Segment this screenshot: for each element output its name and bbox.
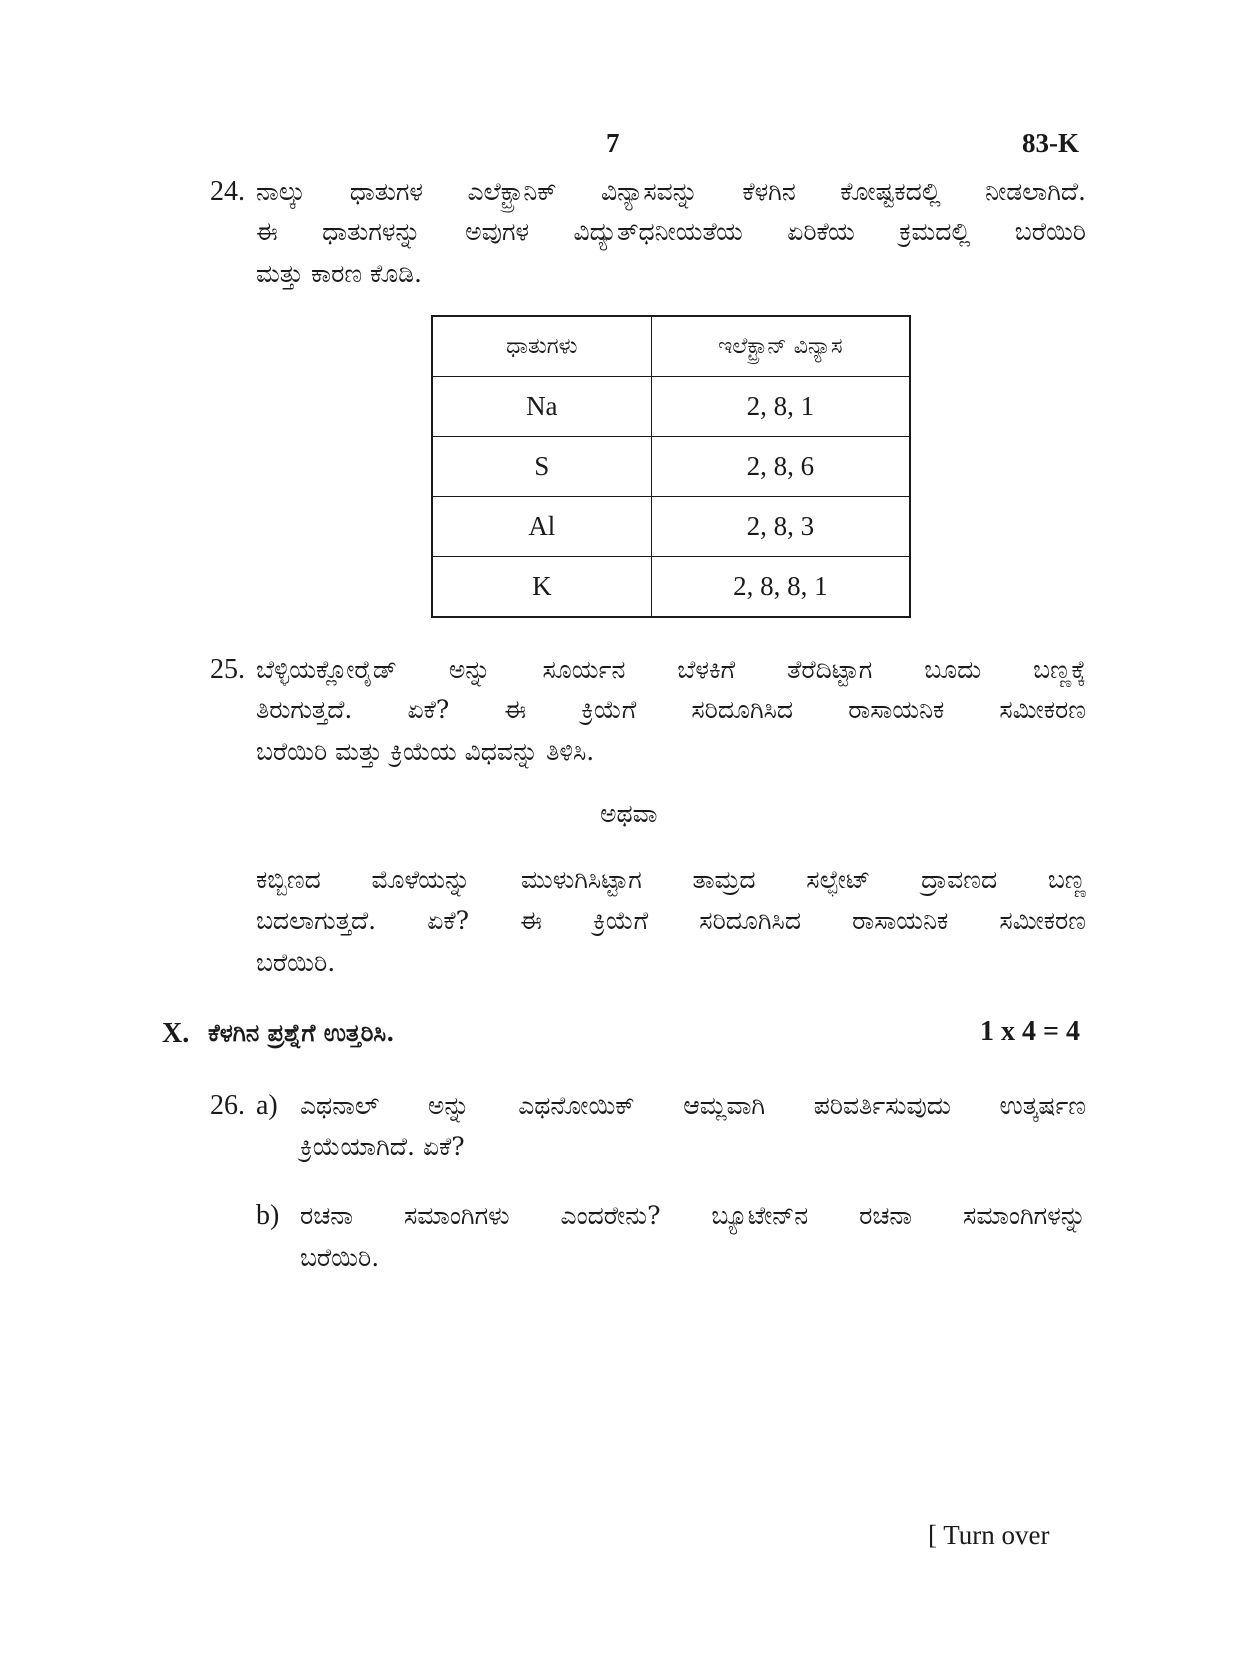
table-cell-configuration: 2, 8, 1	[651, 377, 910, 437]
or-label: ಅಥವಾ	[600, 799, 658, 828]
question-25-line-1: ಬೆಳ್ಳಿಯಕ್ಲೋರೈಡ್ ಅನ್ನು ಸೂರ್ಯನ ಬೆಳಕಿಗೆ ತೆರೆದಿಟ್ಟಾಗ ಬೂದು ಬಣ್ಣಕ್ಕೆ	[256, 655, 1086, 684]
question-26-a-line-1: ಎಥನಾಲ್ ಅನ್ನು ಎಥನೋಯಿಕ್ ಆಮ್ಲವಾಗಿ ಪರಿವರ್ತಿಸುವುದು ಉತ್ಕರ್ಷಣ	[300, 1091, 1086, 1120]
table-row	[432, 557, 910, 618]
table-row	[432, 437, 910, 497]
question-24-line-1: ನಾಲ್ಕು ಧಾತುಗಳ ಎಲೆಕ್ಟ್ರಾನಿಕ್ ವಿನ್ಯಾಸವನ್ನು ಕೆಳಗಿನ ಕೋಷ್ಟಕದಲ್ಲಿ ನೀಡಲಾಗಿದೆ.	[256, 177, 1086, 206]
question-25-alt-line-1: ಕಬ್ಬಿಣದ ಮೊಳೆಯನ್ನು ಮುಳುಗಿಸಿಟ್ಟಾಗ ತಾಮ್ರದ ಸಲ್ಫೇಟ್ ದ್ರಾವಣದ ಬಣ್ಣ	[256, 865, 1086, 894]
table-row	[432, 497, 910, 557]
section-x-marks: 1 x 4 = 4	[980, 1016, 1080, 1047]
table-cell-configuration: 2, 8, 8, 1	[651, 557, 910, 618]
question-26-b-line-2: ಬರೆಯಿರಿ.	[300, 1243, 380, 1272]
question-26-b-label: b)	[256, 1200, 280, 1231]
question-26-b-line-1: ರಚನಾ ಸಮಾಂಗಿಗಳು ಎಂದರೇನು? ಬ್ಯೂಟೇನ್‌ನ ರಚನಾ ಸಮಾಂಗಿಗಳನ್ನು	[300, 1201, 1086, 1230]
question-24-line-3: ಮತ್ತು ಕಾರಣ ಕೊಡಿ.	[256, 259, 422, 288]
question-25-line-3: ಬರೆಯಿರಿ ಮತ್ತು ಕ್ರಿಯೆಯ ವಿಧವನ್ನು ತಿಳಿಸಿ.	[256, 737, 595, 766]
question-25-line-2: ತಿರುಗುತ್ತದೆ. ಏಕೆ? ಈ ಕ್ರಿಯೆಗೆ ಸರಿದೂಗಿಸಿದ ರಾಸಾಯನಿಕ ಸಮೀಕರಣ	[256, 695, 1086, 724]
section-x-title: ಕೆಳಗಿನ ಪ್ರಶ್ನೆಗೆ ಉತ್ತರಿಸಿ.	[208, 1018, 395, 1047]
question-25-alt-line-2: ಬದಲಾಗುತ್ತದೆ. ಏಕೆ? ಈ ಕ್ರಿಯೆಗೆ ಸರಿದೂಗಿಸಿದ ರಾಸಾಯನಿಕ ಸಮೀಕರಣ	[256, 906, 1086, 935]
question-26-a-line-2: ಕ್ರಿಯೆಯಾಗಿದೆ. ಏಕೆ?	[300, 1132, 465, 1161]
section-x-roman: X.	[162, 1018, 190, 1049]
table-cell-element: S	[432, 437, 651, 497]
table-cell-element: Al	[432, 497, 651, 557]
question-26-number: 26.	[210, 1090, 245, 1121]
turn-over-note: [ Turn over	[928, 1520, 1050, 1550]
page-number: 7	[606, 128, 620, 158]
table-header-elements: ಧಾತುಗಳು	[432, 316, 651, 377]
table-cell-element: Na	[432, 377, 651, 437]
table-header-row	[432, 316, 910, 377]
table-row	[432, 377, 910, 437]
electron-configuration-table	[431, 315, 911, 618]
table-cell-configuration: 2, 8, 3	[651, 497, 910, 557]
question-26-a-label: a)	[256, 1090, 278, 1121]
table-header-configuration: ಇಲೆಕ್ಟ್ರಾನ್ ವಿನ್ಯಾಸ	[651, 316, 910, 377]
question-25-number: 25.	[210, 654, 245, 685]
question-24-line-2: ಈ ಧಾತುಗಳನ್ನು ಅವುಗಳ ವಿದ್ಯುತ್‌ಧನೀಯತೆಯ ಏರಿಕೆಯ ಕ್ರಮದಲ್ಲಿ ಬರೆಯಿರಿ	[256, 217, 1086, 246]
question-24-number: 24.	[210, 176, 245, 207]
paper-code: 83-K	[1022, 128, 1079, 158]
table-cell-element: K	[432, 557, 651, 618]
question-25-alt-line-3: ಬರೆಯಿರಿ.	[256, 948, 336, 977]
table-cell-configuration: 2, 8, 6	[651, 437, 910, 497]
